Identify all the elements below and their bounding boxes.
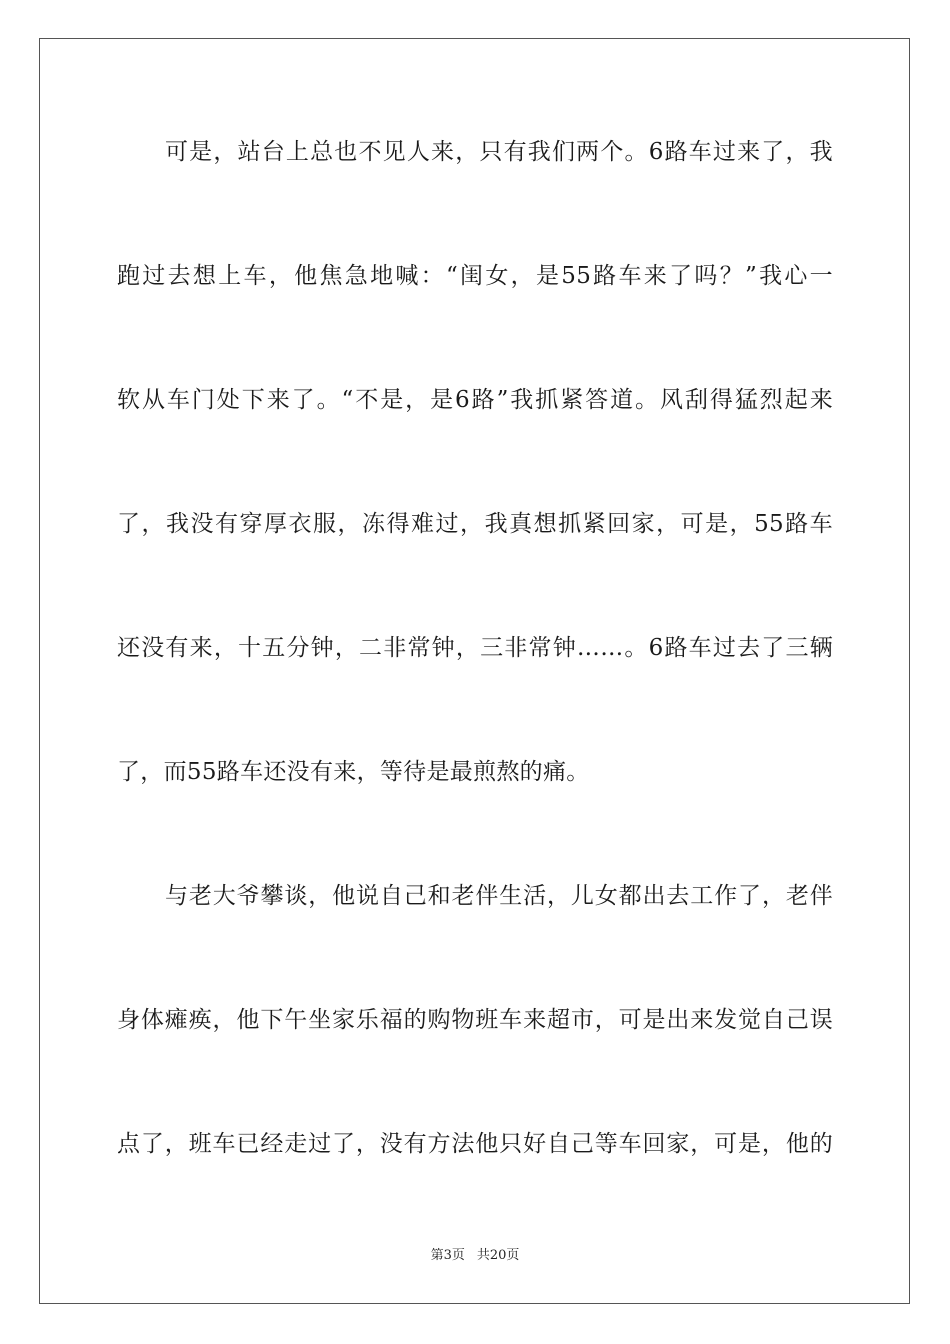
paragraph-1-line-1: 可是，站台上总也不见人来，只有我们两个。6路车过来了，我 — [165, 139, 833, 165]
paragraph-2-line-3: 点了，班车已经走过了，没有方法他只好自己等车回家，可是，他的 — [117, 1131, 833, 1157]
paragraph-1-line-4: 了，我没有穿厚衣服，冻得难过，我真想抓紧回家，可是，55路车 — [117, 511, 833, 537]
page-border — [39, 38, 910, 1304]
paragraph-1-line-6: 了，而55路车还没有来，等待是最煎熬的痛。 — [117, 759, 590, 785]
page-number: 第3页 — [430, 1248, 465, 1263]
paragraph-1-line-2: 跑过去想上车，他焦急地喊：“闺女，是55路车来了吗？”我心一 — [117, 263, 833, 289]
page-footer — [0, 1247, 950, 1265]
paragraph-1-line-3: 软从车门处下来了。“不是，是6路”我抓紧答道。风刮得猛烈起来 — [117, 387, 833, 413]
paragraph-2-line-1: 与老大爷攀谈，他说自己和老伴生活，儿女都出去工作了，老伴 — [165, 883, 833, 909]
paragraph-1-line-5: 还没有来，十五分钟，二非常钟，三非常钟……。6路车过去了三辆 — [117, 635, 833, 661]
page-total: 共20页 — [476, 1248, 520, 1263]
paragraph-2-line-2: 身体瘫痪，他下午坐家乐福的购物班车来超市，可是出来发觉自己误 — [117, 1007, 833, 1033]
